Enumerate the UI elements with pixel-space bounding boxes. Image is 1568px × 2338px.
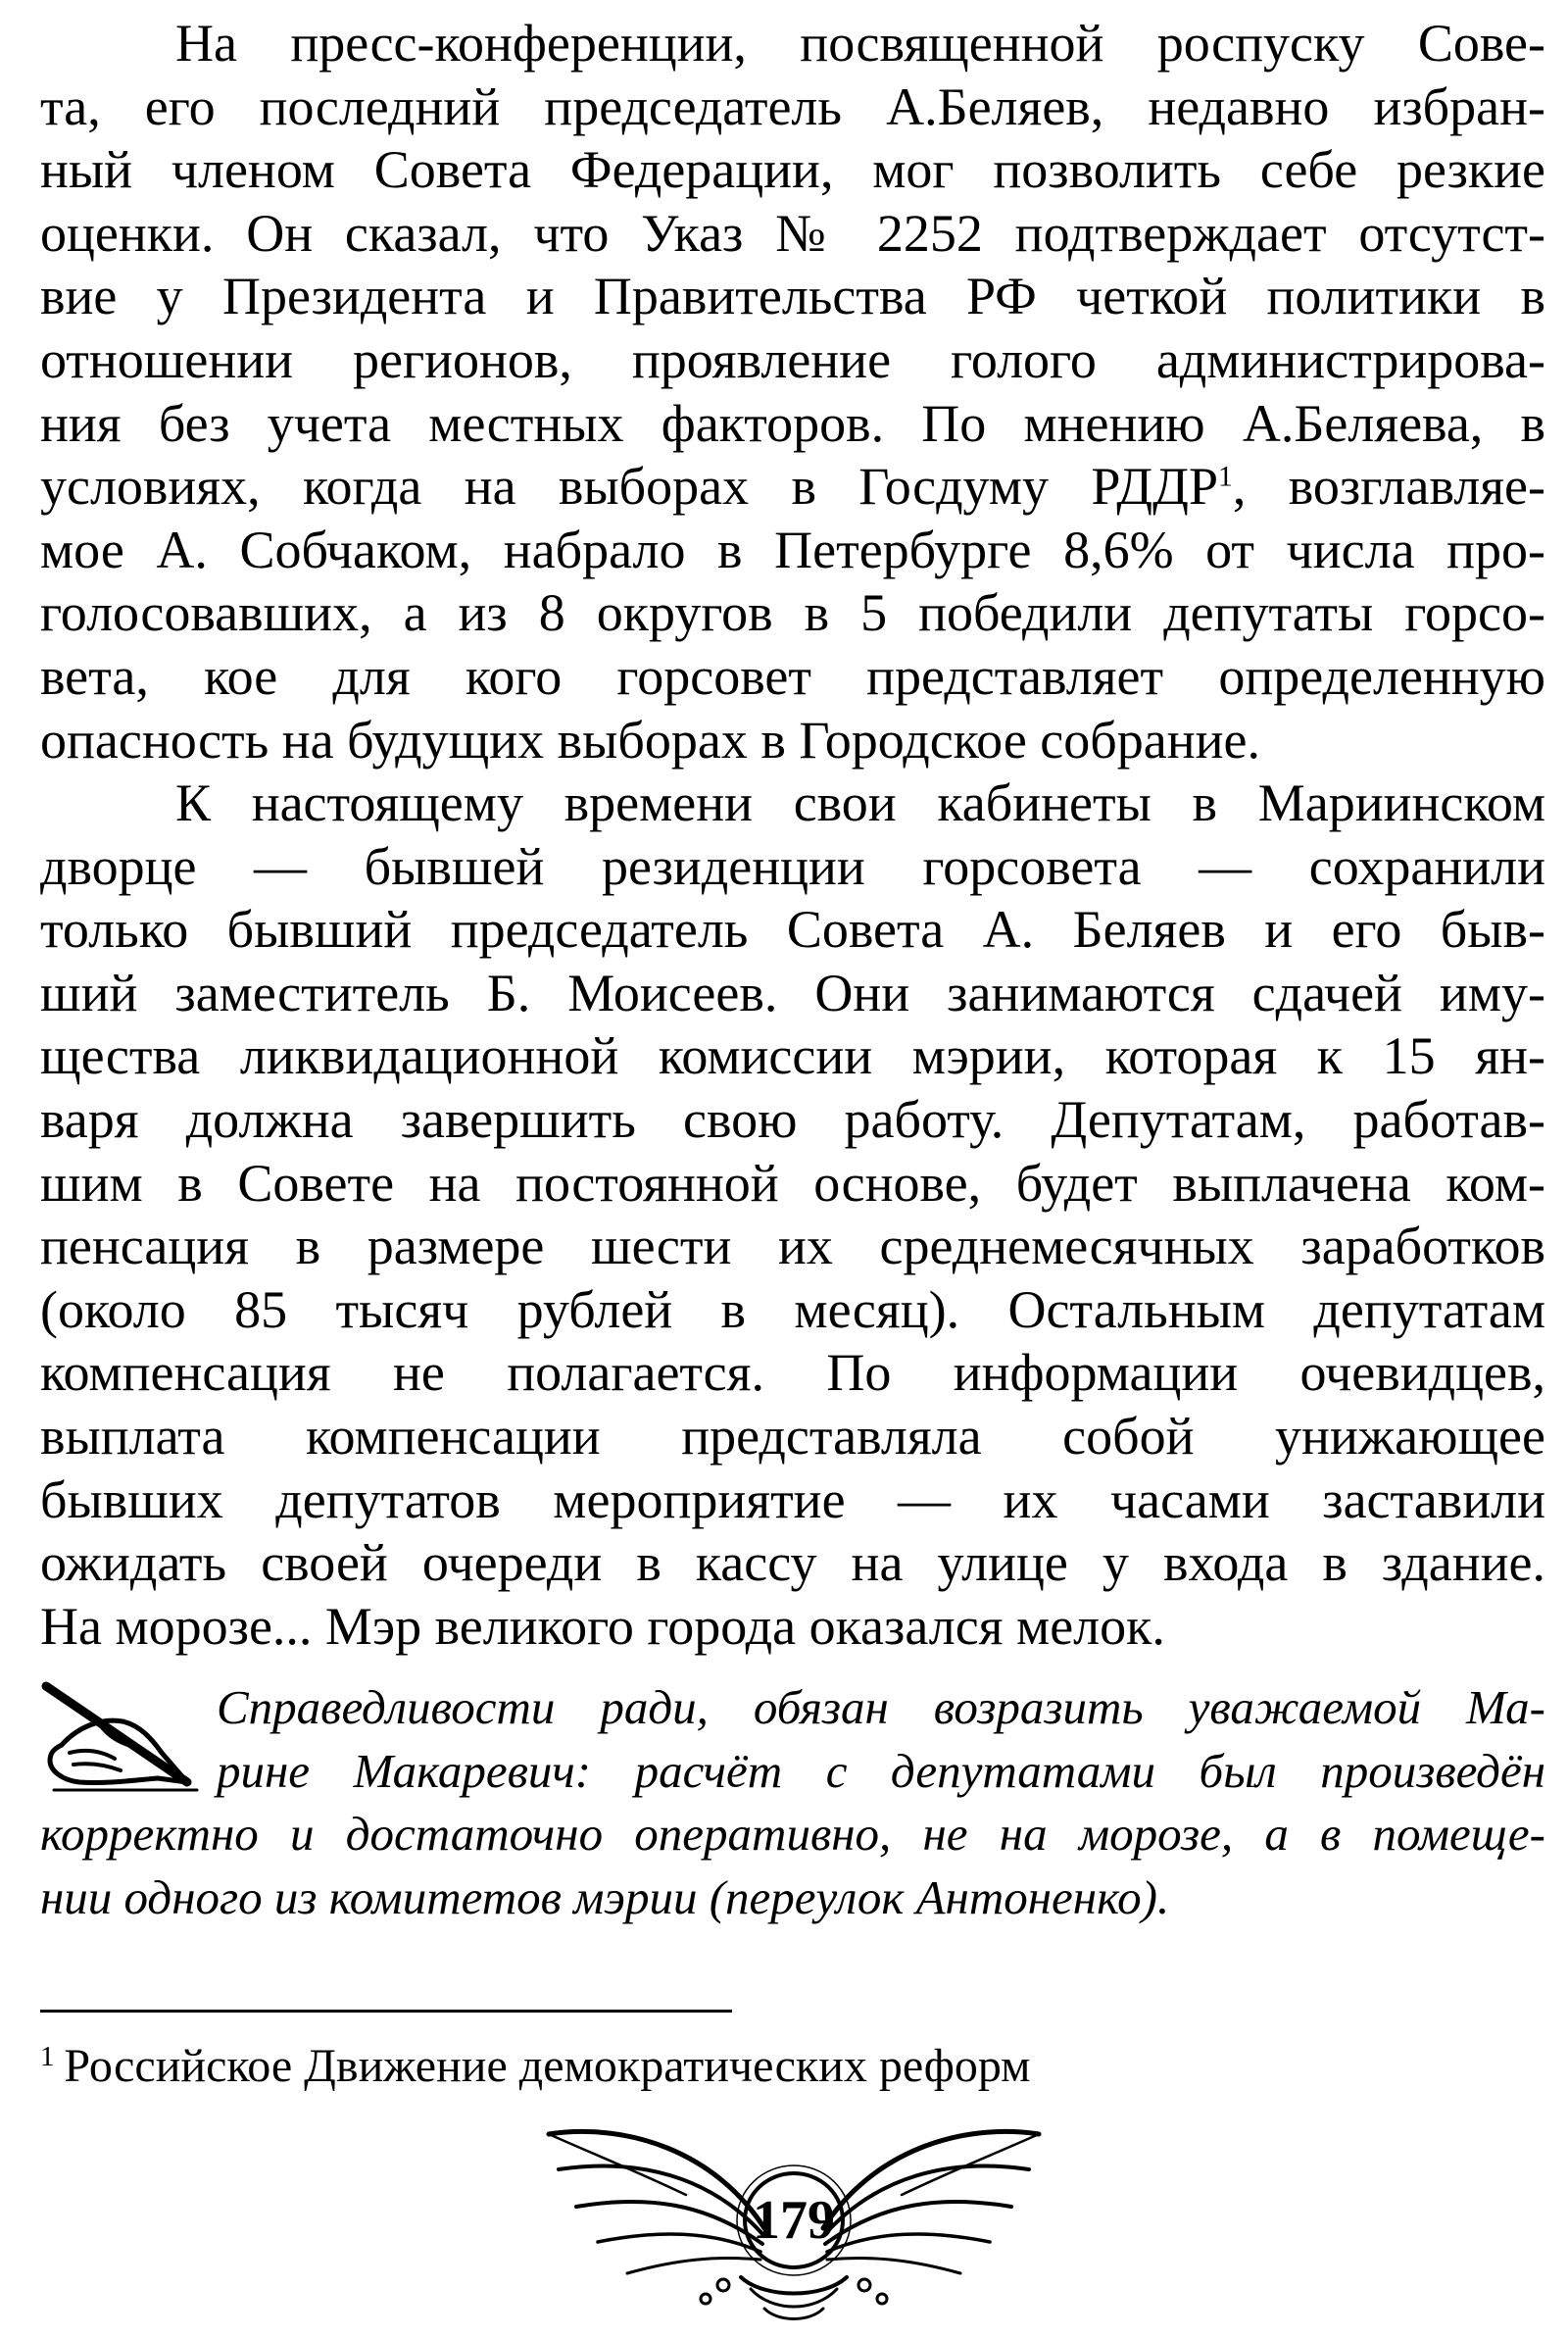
text-line: На пресс-конференции, посвященной роспуску Сове- <box>175 14 1545 73</box>
author-note <box>40 1676 1545 1929</box>
text-line: голосовавших, а из 8 округов в 5 победили депутаты горсо- <box>40 583 1545 643</box>
text-line: та, его последний председатель А.Беляев, недавно избран- <box>40 76 1545 136</box>
text-line: шим в Совете на постоянной основе, будет выплачена ком- <box>40 1153 1545 1213</box>
text-line: оценки. Он сказал, что Указ № 2252 подтверждает отсутст- <box>40 203 1545 263</box>
text-line: дворце — бывшей резиденции горсовета — сохранили <box>40 836 1545 896</box>
text-line: ожидать своей очереди в кассу на улице у входа в здание. <box>40 1533 1545 1593</box>
note-line: корректно и достаточно оперативно, не на морозе, а в помеще- <box>40 1807 1545 1861</box>
page-number-ornament <box>519 2113 1068 2333</box>
text-line: К настоящему времени свои кабинеты в Мариинском <box>175 773 1545 832</box>
text-line: отношении регионов, проявление голого администрирова- <box>40 329 1545 389</box>
text-line: варя должна завершить свою работу. Депутатам, работав- <box>40 1089 1545 1149</box>
text-line: На морозе... Мэр великого города оказался мелок. <box>40 1596 1165 1656</box>
text-line-with-footnote <box>40 455 1545 519</box>
text-line: (около 85 тысяч рублей в месяц). Остальным депутатам <box>40 1279 1545 1339</box>
text-line: опасность на будущих выборах в Городское собрание. <box>40 710 1260 770</box>
footnote <box>40 2037 1412 2096</box>
footnote-text: Российское Движение демократических реформ <box>64 2040 1031 2092</box>
text-line: ный членом Совета Федерации, мог позволить себе резкие <box>40 140 1545 200</box>
text-line: мое А. Собчаком, набрало в Петербурге 8,6% от числа про- <box>40 520 1545 579</box>
note-line: Справедливости ради, обязан возразить уважаемой Ма- <box>217 1680 1545 1734</box>
paragraph-2 <box>40 771 1545 1658</box>
text-line: вета, кое для кого горсовет представляет определенную <box>40 646 1545 706</box>
text-line: пенсация в размере шести их среднемесячных заработков <box>40 1217 1545 1276</box>
text-segment: , возглавляе- <box>1232 457 1545 517</box>
text-line: вие у Президента и Правительства РФ четкой политики в <box>40 267 1545 326</box>
page-number: 179 <box>753 2190 835 2251</box>
text-line: щества ликвидационной комиссии мэрии, которая к 15 ян- <box>40 1026 1545 1086</box>
text-segment: условиях, когда на выборах в Госдуму РДДР <box>40 457 1219 517</box>
note-line: рине Макаревич: расчёт с депутатами был произведён <box>217 1743 1545 1798</box>
text-line: ния без учета местных факторов. По мнению А.Беляева, в <box>40 393 1545 453</box>
text-line: бывших депутатов мероприятие — их часами заставили <box>40 1469 1545 1529</box>
footnote-mark: 1 <box>40 2041 55 2073</box>
footnote-divider <box>40 2010 732 2013</box>
text-line: только бывший председатель Совета А. Беляев и его быв- <box>40 900 1545 960</box>
footnote-reference[interactable]: 1 <box>1218 461 1233 493</box>
text-line: выплата компенсации представляла собой унижающее <box>40 1406 1545 1466</box>
text-line: ший заместитель Б. Моисеев. Они занимаются сдачей иму- <box>40 963 1545 1022</box>
note-line: нии одного из комитетов мэрии (переулок Антоненко). <box>40 1869 1170 1924</box>
text-line: компенсация не полагается. По информации очевидцев, <box>40 1343 1545 1403</box>
paragraph-1 <box>40 12 1545 771</box>
writing-hand-icon <box>40 1680 207 1796</box>
